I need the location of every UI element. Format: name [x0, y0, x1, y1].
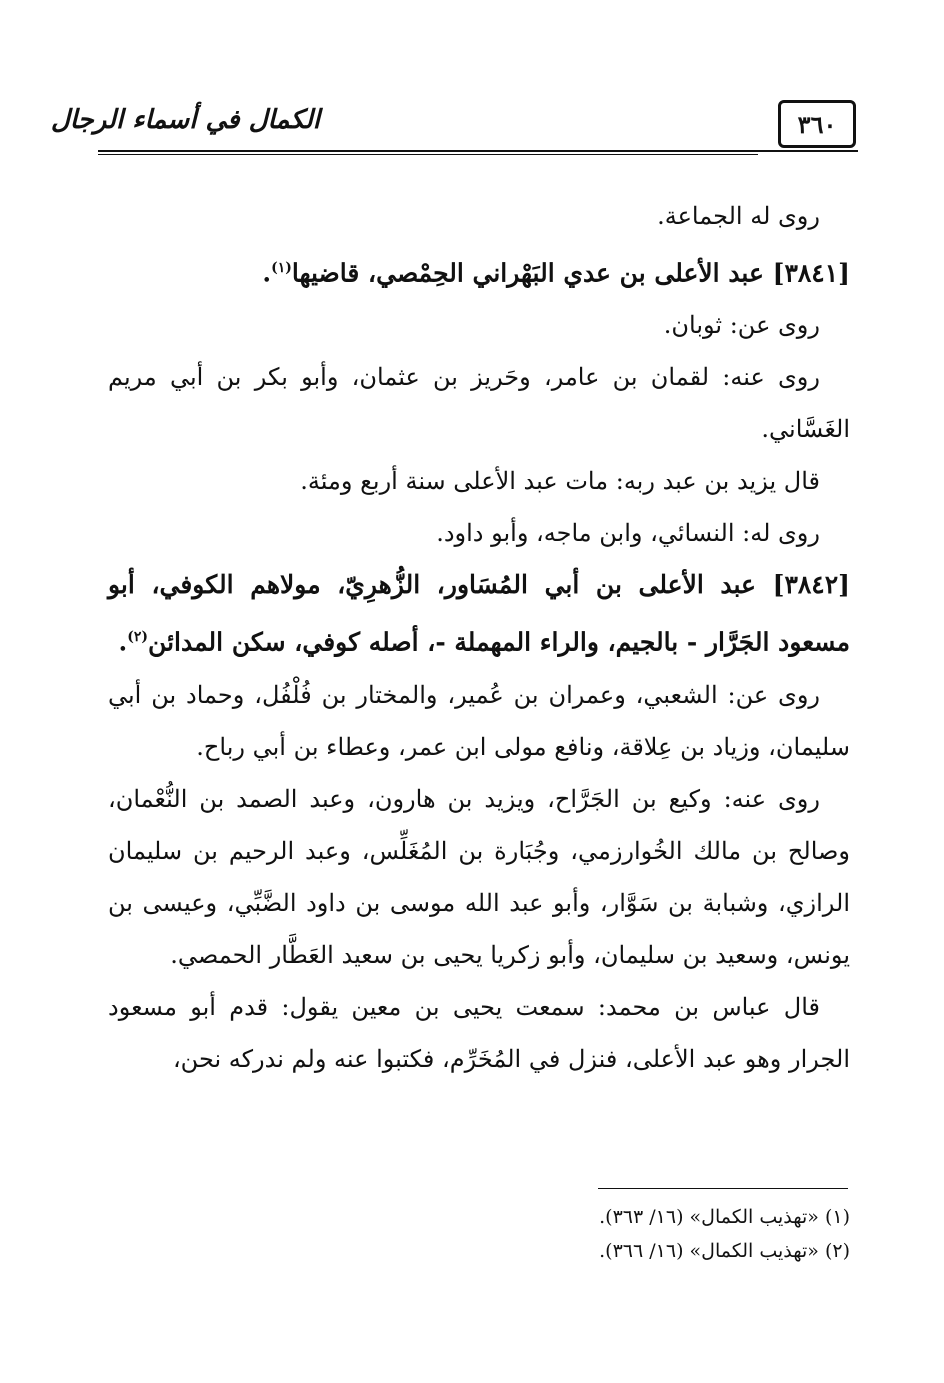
- entry-period: .: [262, 258, 272, 288]
- header-rule: [98, 150, 858, 152]
- paragraph: روى عنه: وكيع بن الجَرَّاح، ويزيد بن هارون، وعبد الصمد بن النُّعْمان، وصالح بن مالك الخُوارزمي، وجُبَارة بن المُغَلِّس، وعبد الرحيم بن سليمان الرازي، وشبابة بن سَوَّار، وأبو عبد الله موسى بن داود الضَّبِّي، وعيسى بن يونس، وسعيد بن سليمان، وأبو زكريا يحيى بن سعيد العَطَّار الحمصي.: [108, 784, 850, 969]
- paragraph: روى عنه: لقمان بن عامر، وحَريز بن عثمان، وأبو بكر بن أبي مريم الغَسَّاني.: [108, 363, 850, 444]
- page-number: ٣٦٠: [778, 100, 856, 148]
- paragraph: روى عن: ثوبان.: [663, 311, 820, 340]
- footnote-ref: (٢): [127, 629, 149, 646]
- main-text: [108, 190, 850, 1085]
- entry-period: .: [118, 627, 128, 657]
- paragraph: روى له: النسائي، وابن ماجه، وأبو داود.: [436, 519, 820, 548]
- entry-heading: [108, 242, 850, 299]
- paragraph: روى عن: الشعبي، وعمران بن عُمير، والمختار بن فُلْفُل، وحماد بن أبي سليمان، وزياد بن عِلاقة، ونافع مولى ابن عمر، وعطاء بن أبي رباح.: [108, 680, 850, 761]
- paragraph: قال يزيد بن عبد ربه: مات عبد الأعلى سنة أربع ومئة.: [300, 467, 820, 496]
- entry-heading: [108, 559, 850, 668]
- footnotes: [108, 1200, 850, 1268]
- book-title: الكمال في أسماء الرجال: [50, 105, 320, 135]
- footnote-ref: (١): [271, 260, 292, 276]
- footnote-divider: [598, 1188, 848, 1189]
- page-header: [0, 92, 944, 162]
- footnote: (١) «تهذيب الكمال» (١٦/ ٣٦٣).: [599, 1206, 850, 1228]
- entry-heading-text: [٣٨٤٢] عبد الأعلى بن أبي المُسَاور، الزُّهرِيّ، مولاهم الكوفي، أبو مسعود الجَرَّار - بالجيم، والراء المهملة -، أصله كوفي، سكن المدائن: [108, 570, 850, 657]
- paragraph: قال عباس بن محمد: سمعت يحيى بن معين يقول: قدم أبو مسعود الجرار وهو عبد الأعلى، فنزل في المُخَرِّم، فكتبوا عنه ولم ندركه نحن،: [108, 992, 850, 1073]
- entry-heading-text: [٣٨٤١] عبد الأعلى بن عدي البَهْراني الحِمْصي، قاضيها: [291, 258, 850, 288]
- paragraph: روى له الجماعة.: [657, 202, 820, 230]
- header-rule-thin: [98, 154, 758, 155]
- footnote: (٢) «تهذيب الكمال» (١٦/ ٣٦٦).: [599, 1240, 850, 1262]
